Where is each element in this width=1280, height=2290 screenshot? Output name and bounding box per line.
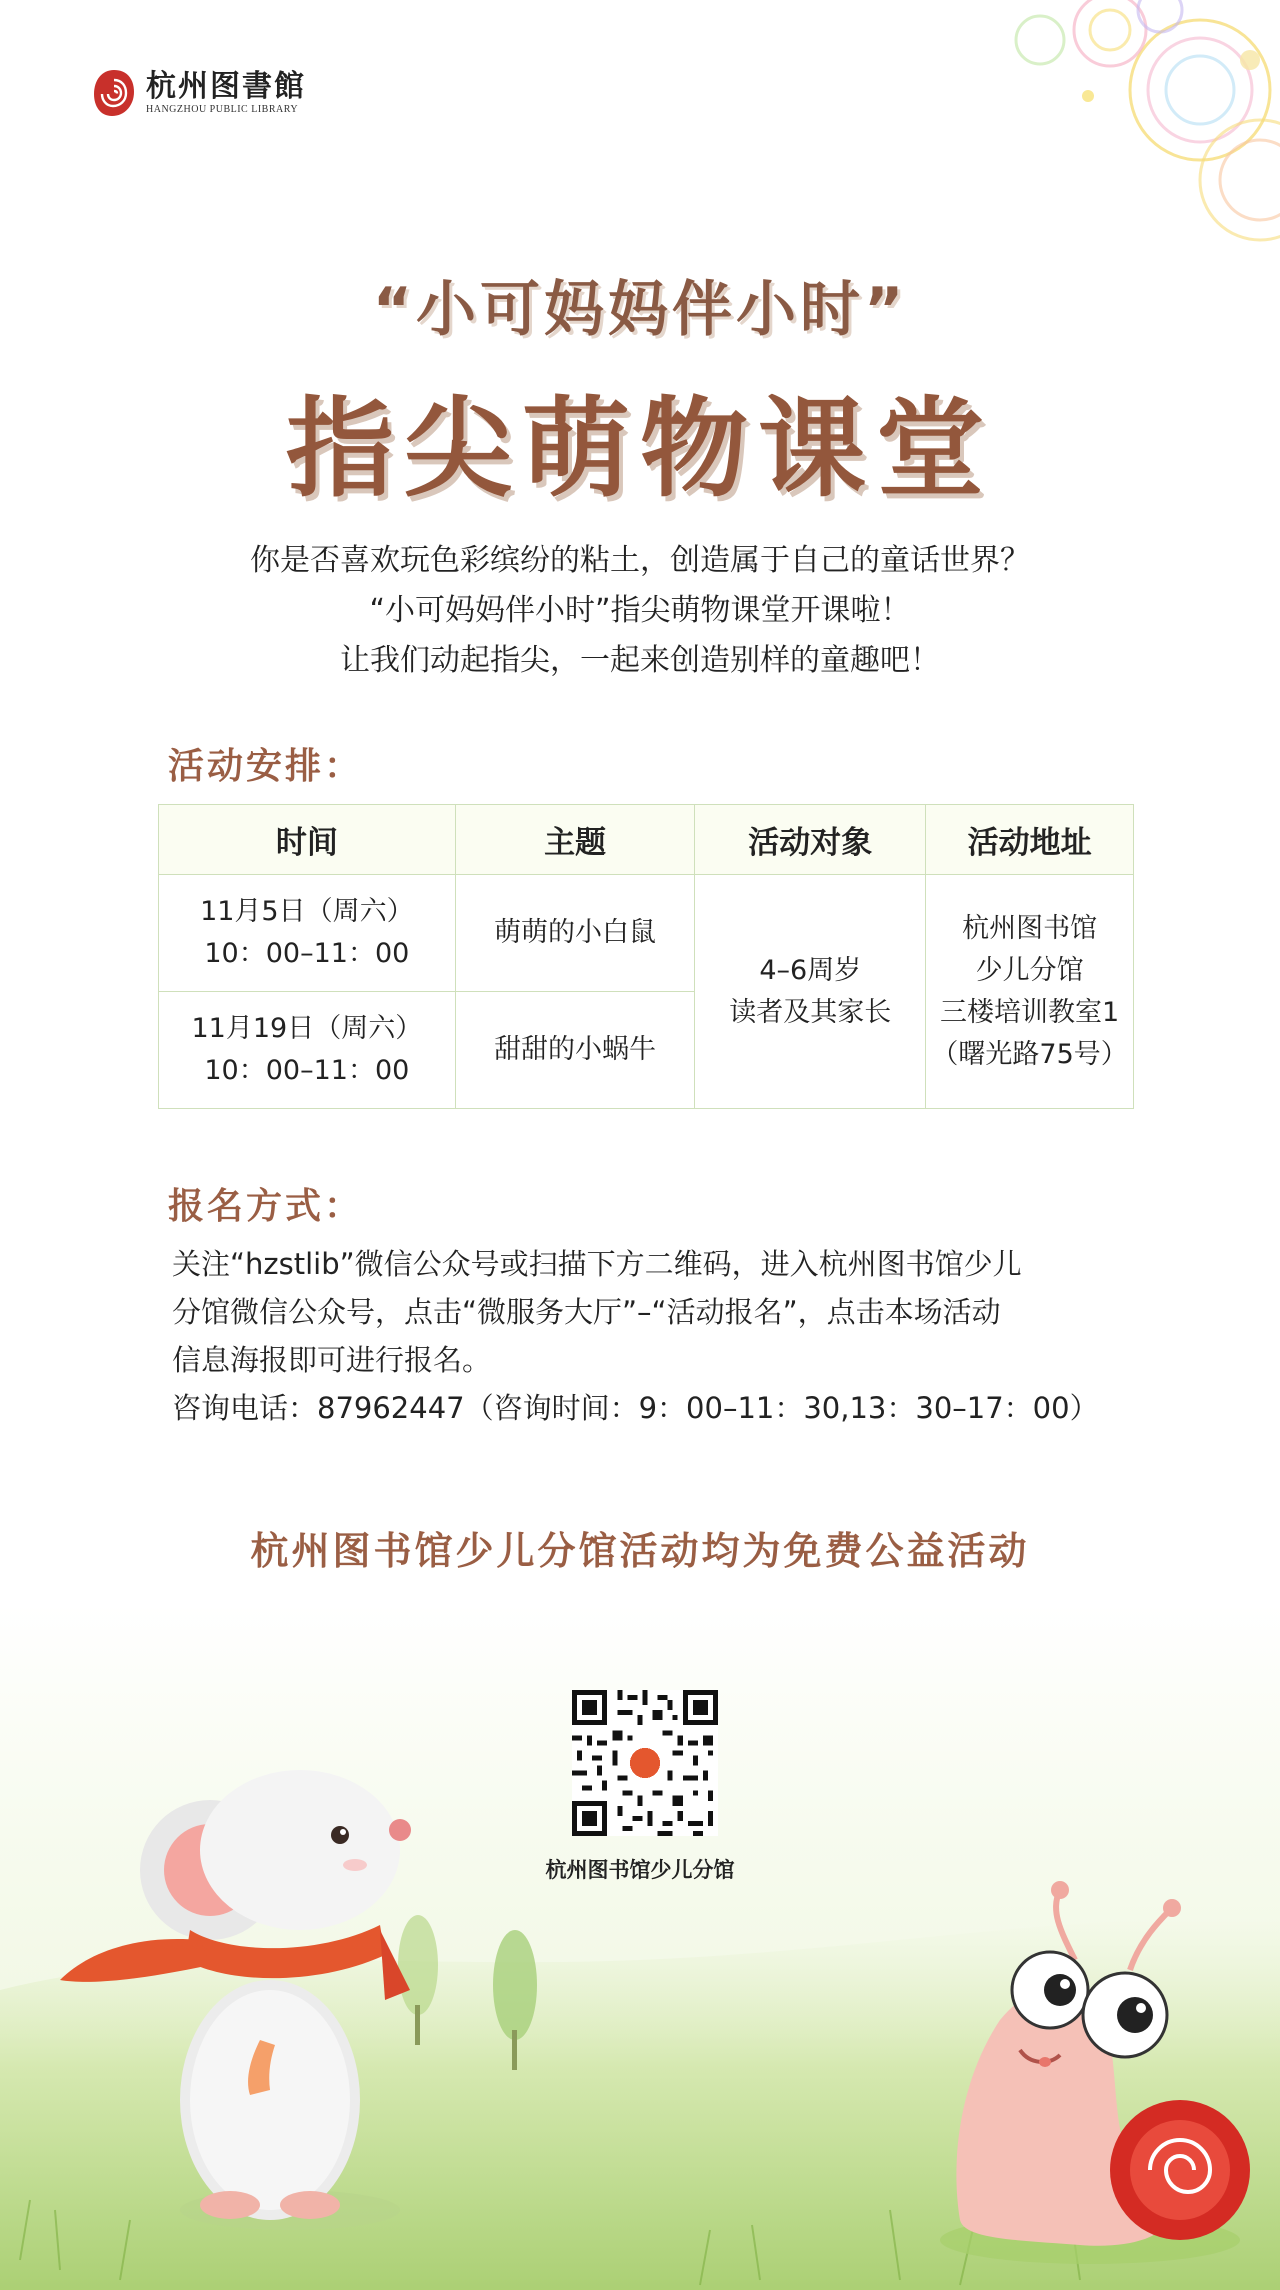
audience-line: 读者及其家长 bbox=[729, 996, 892, 1028]
intro-line: “小可妈妈伴小时”指尖萌物课堂开课啦！ bbox=[369, 593, 911, 628]
topic-cell: 萌萌的小白鼠 bbox=[455, 875, 695, 992]
audience-cell bbox=[695, 875, 926, 1109]
column-header: 时间 bbox=[159, 805, 456, 875]
column-header: 活动对象 bbox=[695, 805, 926, 875]
wechat-qr-code[interactable] bbox=[572, 1690, 718, 1836]
qr-code-label: 杭州图书馆少儿分馆 bbox=[545, 1858, 735, 1882]
address-line: 三楼培训教室1 bbox=[939, 996, 1120, 1028]
signup-heading: 报名方式： bbox=[168, 1186, 364, 1227]
address-line: 杭州图书馆 bbox=[962, 912, 1098, 944]
poster-title: 指尖萌物课堂 bbox=[285, 387, 994, 512]
intro-text bbox=[0, 536, 1280, 686]
topic-cell: 甜甜的小蜗牛 bbox=[455, 992, 695, 1109]
signup-text bbox=[172, 1240, 1132, 1432]
schedule-heading: 活动安排： bbox=[168, 746, 364, 787]
session-time: 10：00–11：00 bbox=[204, 938, 410, 969]
signup-line: 关注“hzstlib”微信公众号或扫描下方二维码，进入杭州图书馆少儿 bbox=[172, 1247, 1022, 1281]
contact-phone-line: 咨询电话：87962447（咨询时间：9：00–11：30,13：30–17：00） bbox=[172, 1391, 1099, 1425]
library-logo bbox=[92, 68, 306, 118]
signup-line: 分馆微信公众号，点击“微服务大厅”–“活动报名”，点击本场活动 bbox=[172, 1295, 1001, 1329]
time-cell bbox=[159, 992, 456, 1109]
table-row bbox=[159, 875, 1134, 992]
signup-line: 信息海报即可进行报名。 bbox=[172, 1343, 492, 1377]
free-activity-notice: 杭州图书馆少儿分馆活动均为免费公益活动 bbox=[250, 1529, 1030, 1573]
column-header: 主题 bbox=[455, 805, 695, 875]
poster-subtitle: “小可妈妈伴小时” bbox=[372, 275, 908, 345]
session-date: 11月5日（周六） bbox=[200, 896, 414, 927]
library-name-en: HANGZHOU PUBLIC LIBRARY bbox=[146, 103, 299, 115]
decorative-swirls bbox=[860, 0, 1280, 260]
intro-line: 让我们动起指尖，一起来创造别样的童趣吧！ bbox=[340, 643, 940, 678]
session-date: 11月19日（周六） bbox=[191, 1013, 423, 1044]
address-line: （曙光路75号） bbox=[931, 1038, 1128, 1070]
audience-line: 4–6周岁 bbox=[759, 954, 862, 986]
column-header: 活动地址 bbox=[926, 805, 1134, 875]
address-cell bbox=[926, 875, 1134, 1109]
schedule-table bbox=[158, 804, 1134, 1109]
intro-line: 你是否喜欢玩色彩缤纷的粘土，创造属于自己的童话世界？ bbox=[250, 543, 1030, 578]
session-time: 10：00–11：00 bbox=[204, 1055, 410, 1086]
address-line: 少儿分馆 bbox=[975, 954, 1084, 986]
library-seal-icon bbox=[92, 68, 136, 118]
table-header-row bbox=[159, 805, 1134, 875]
library-name-cn: 杭州图書館 bbox=[146, 68, 306, 104]
qr-center-logo-icon bbox=[630, 1748, 660, 1778]
time-cell bbox=[159, 875, 456, 992]
